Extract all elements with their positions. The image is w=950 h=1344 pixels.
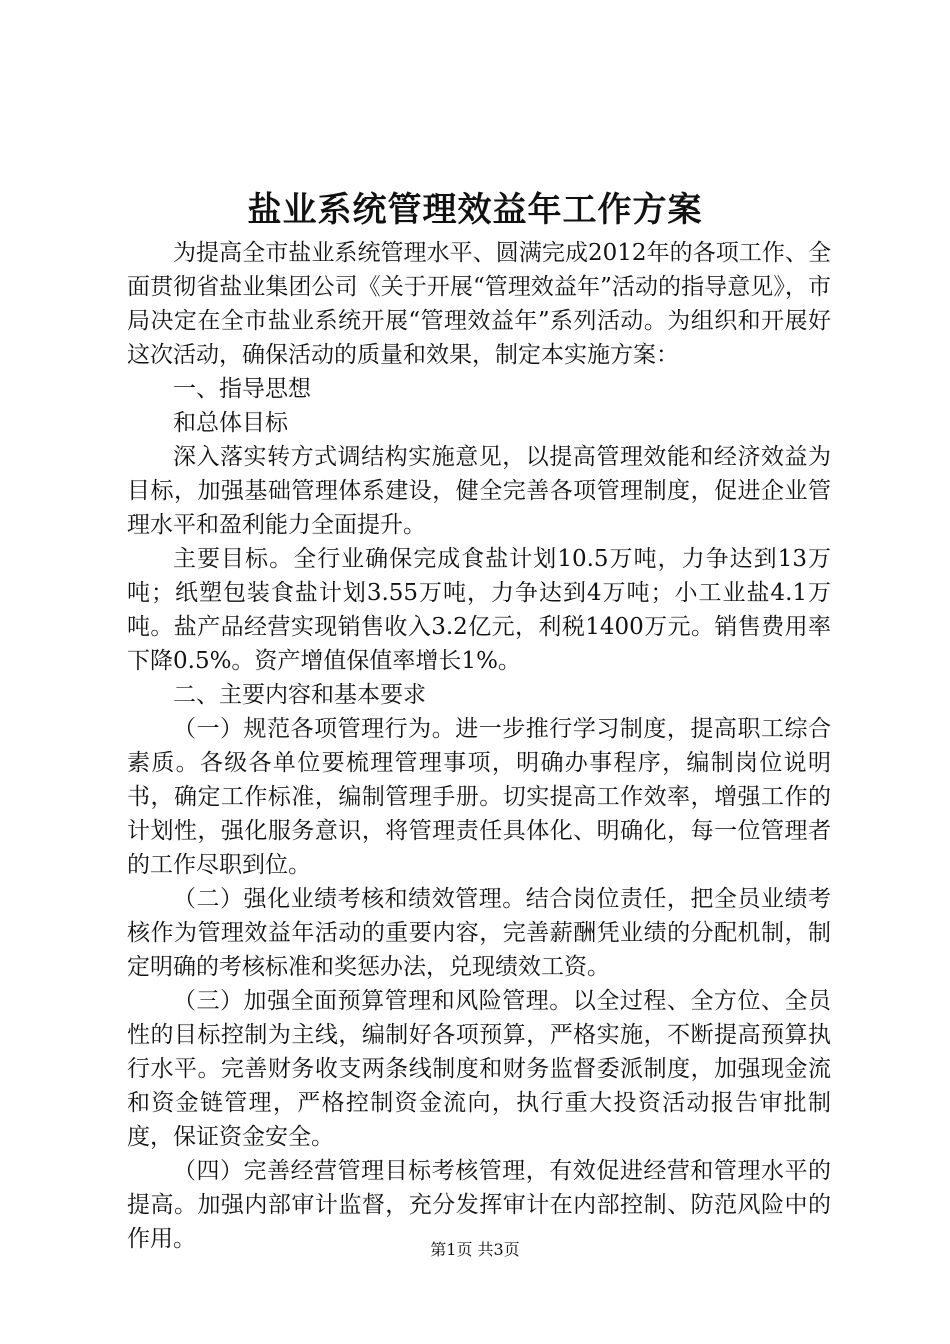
- paragraph-item-3: （三）加强全面预算管理和风险管理。以全过程、全方位、全员性的目标控制为主线，编制好各项预算，严格实施，不断提高预算执行水平。完善财务收支两条线制度和财务监督委派制度，加强现金流和资金链管理，严格控制资金流向，执行重大投资活动报告审批制度，保证资金安全。: [127, 988, 831, 1150]
- section-heading-1: 一、指导思想: [173, 376, 311, 402]
- paragraph-intro: 为提高全市盐业系统管理水平、圆满完成2012年的各项工作、全面贯彻省盐业集团公司《关于开展“管理效益年”活动的指导意见》，市局决定在全市盐业系统开展“管理效益年”系列活动。为组织和开展好这次活动，确保活动的质量和效果，制定本实施方案：: [127, 240, 831, 368]
- document-title: 盐业系统管理效益年工作方案: [247, 190, 703, 230]
- paragraph-item-2: （二）强化业绩考核和绩效管理。结合岗位责任，把全员业绩考核作为管理效益年活动的重要内容，完善薪酬凭业绩的分配机制，制定明确的考核标准和奖惩办法，兑现绩效工资。: [127, 886, 831, 980]
- paragraph-item-1: （一）规范各项管理行为。进一步推行学习制度，提高职工综合素质。各级各单位要梳理管理事项，明确办事程序，编制岗位说明书，确定工作标准，编制管理手册。切实提高工作效率，增强工作的计划性，强化服务意识，将管理责任具体化、明确化，每一位管理者的工作尽职到位。: [127, 716, 831, 878]
- page-number-footer: 第1页 共3页: [430, 1240, 520, 1259]
- section-heading-1-continued: 和总体目标: [173, 410, 288, 436]
- paragraph-item-4: （四）完善经营管理目标考核管理，有效促进经营和管理水平的提高。加强内部审计监督，充分发挥审计在内部控制、防范风险中的作用。: [127, 1158, 831, 1252]
- document-body: [127, 236, 831, 1256]
- paragraph-guiding-principle: 深入落实转方式调结构实施意见，以提高管理效能和经济效益为目标，加强基础管理体系建设，健全完善各项管理制度，促进企业管理水平和盈利能力全面提升。: [127, 444, 831, 538]
- section-heading-2: 二、主要内容和基本要求: [173, 682, 426, 708]
- paragraph-main-targets: 主要目标。全行业确保完成食盐计划10.5万吨，力争达到13万吨；纸塑包装食盐计划3.55万吨，力争达到4万吨；小工业盐4.1万吨。盐产品经营实现销售收入3.2亿元，利税1400万元。销售费用率下降0.5%。资产增值保值率增长1%。: [127, 546, 831, 674]
